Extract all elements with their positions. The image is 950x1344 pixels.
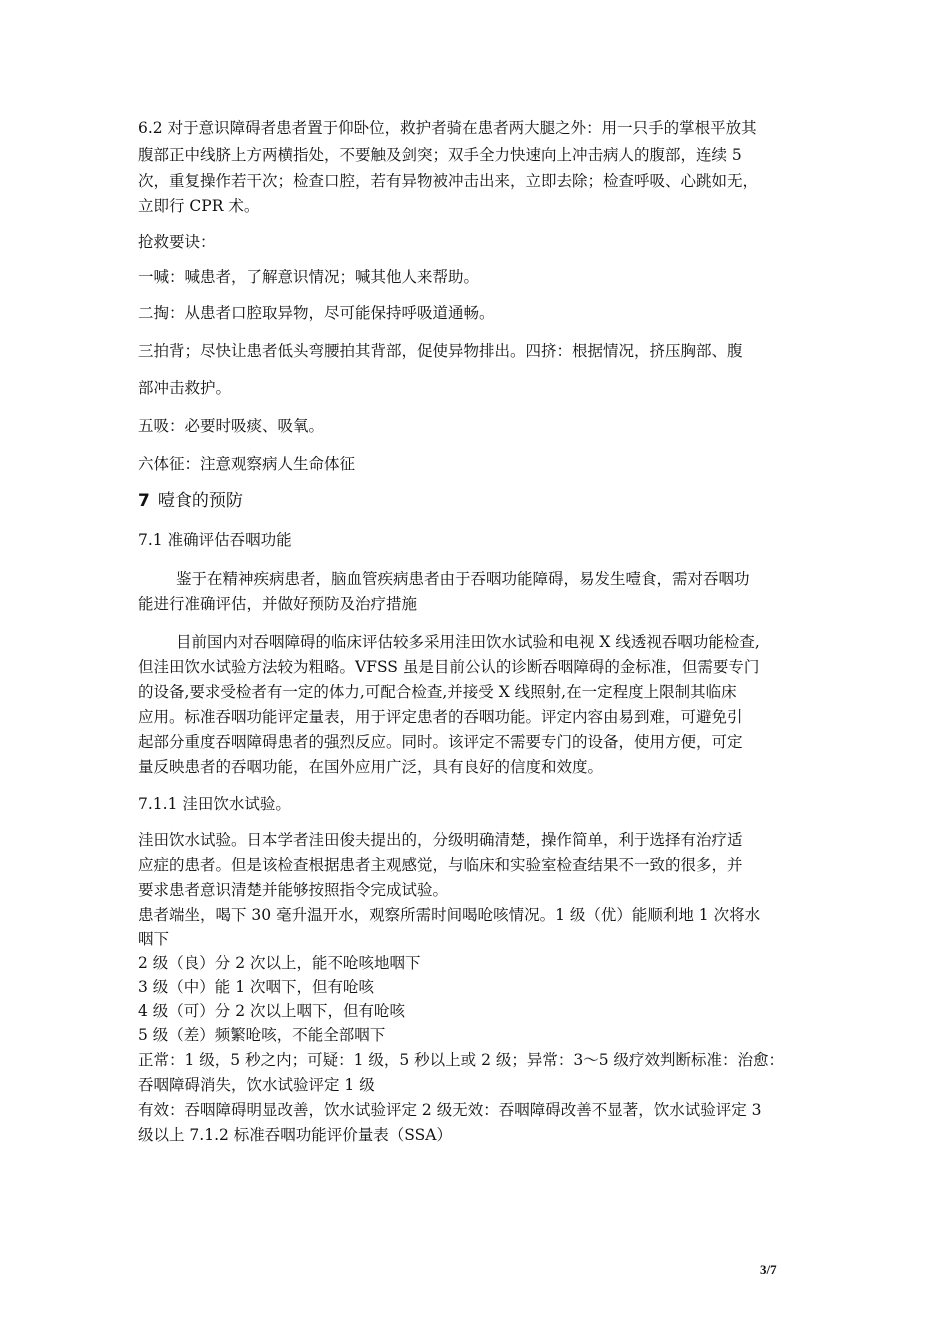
para-7-1-1-line: 患者端坐，喝下 30 毫升温开水，观察所需时间喝呛咳情况。1 级（优）能顺利地 1 次将水 — [138, 906, 761, 924]
para-7-1-1-line: 级以上 7.1.2 标准吞咽功能评价量表（SSA） — [138, 1126, 452, 1144]
para-7-1-a-line-1: 鉴于在精神疾病患者，脑血管疾病患者由于吞咽功能障碍，易发生噎食，需对吞咽功 — [176, 570, 750, 588]
para-7-1-b-line-4: 应用。标准吞咽功能评定量表，用于评定患者的吞咽功能。评定内容由易到难，可避免引 — [138, 708, 743, 726]
section-7-heading — [138, 490, 243, 512]
section-6-2-line-4: 立即行 CPR 术。 — [138, 197, 260, 215]
grade-line: 2 级（良）分 2 次以上，能不呛咳地咽下 — [138, 954, 421, 972]
section-7-title: 噎食的预防 — [157, 491, 243, 511]
subsection-7-1-heading: 7.1 准确评估吞咽功能 — [138, 531, 292, 549]
para-7-1-1-line: 要求患者意识清楚并能够按照指令完成试验。 — [138, 881, 449, 899]
subsection-7-1-1-heading: 7.1.1 洼田饮水试验。 — [138, 795, 291, 813]
para-7-1-b-line-2: 但洼田饮水试验方法较为粗略。VFSS 虽是目前公认的诊断吞咽障碍的金标准，但需要专门 — [138, 658, 760, 676]
para-7-1-1-line: 咽下 — [138, 930, 170, 948]
grade-line: 3 级（中）能 1 次咽下，但有呛咳 — [138, 978, 375, 996]
page-number: 3/7 — [760, 1262, 777, 1277]
rescue-item: 二掏：从患者口腔取异物，尽可能保持呼吸道通畅。 — [138, 304, 495, 322]
section-6-2-line-2: 腹部正中线脐上方两横指处，不要触及剑突；双手全力快速向上冲击病人的腹部，连续 5 — [138, 146, 742, 164]
para-7-1-b-line-5: 起部分重度吞咽障碍患者的强烈反应。同时。该评定不需要专门的设备，使用方便，可定 — [138, 733, 743, 751]
para-7-1-1-line: 正常：1 级，5 秒之内；可疑：1 级，5 秒以上或 2 级；异常：3～5 级疗效判断标准：治愈： — [138, 1051, 785, 1069]
para-7-1-b-line-3: 的设备,要求受检者有一定的体力,可配合检查,并接受 X 线照射,在一定程度上限制其临床 — [138, 683, 737, 701]
section-6-2-line-1: 6.2 对于意识障碍者患者置于仰卧位，救护者骑在患者两大腿之外：用一只手的掌根平放其 — [138, 119, 757, 137]
section-6-2-line-3: 次，重复操作若干次；检查口腔，若有异物被冲击出来，立即去除；检查呼吸、心跳如无， — [138, 172, 759, 190]
section-7-number: 7 — [138, 491, 150, 511]
grade-line: 4 级（可）分 2 次以上咽下，但有呛咳 — [138, 1002, 406, 1020]
grade-line: 5 级（差）频繁呛咳，不能全部咽下 — [138, 1026, 386, 1044]
rescue-title: 抢救要诀： — [138, 233, 216, 251]
para-7-1-1-line: 洼田饮水试验。日本学者洼田俊夫提出的，分级明确清楚，操作简单，利于选择有治疗适 — [138, 831, 743, 849]
para-7-1-1-line: 有效：吞咽障碍明显改善，饮水试验评定 2 级无效：吞咽障碍改善不显著，饮水试验评定 3 — [138, 1101, 762, 1119]
rescue-item: 部冲击救护。 — [138, 379, 232, 397]
para-7-1-1-line: 应症的患者。但是该检查根据患者主观感觉，与临床和实验室检查结果不一致的很多，并 — [138, 856, 743, 874]
rescue-item: 一喊：喊患者，了解意识情况；喊其他人来帮助。 — [138, 268, 480, 286]
rescue-item: 三拍背；尽快让患者低头弯腰拍其背部，促使异物排出。四挤：根据情况，挤压胸部、腹 — [138, 342, 743, 360]
para-7-1-b-line-1: 目前国内对吞咽障碍的临床评估较多采用洼田饮水试验和电视 X 线透视吞咽功能检查, — [176, 633, 760, 651]
para-7-1-1-line: 吞咽障碍消失，饮水试验评定 1 级 — [138, 1076, 375, 1094]
rescue-item: 六体征：注意观察病人生命体征 — [138, 455, 356, 473]
para-7-1-a-line-2: 能进行准确评估，并做好预防及治疗措施 — [138, 595, 418, 613]
para-7-1-b-line-6: 量反映患者的吞咽功能，在国外应用广泛，具有良好的信度和效度。 — [138, 758, 604, 776]
rescue-item: 五吸：必要时吸痰、吸氧。 — [138, 417, 325, 435]
